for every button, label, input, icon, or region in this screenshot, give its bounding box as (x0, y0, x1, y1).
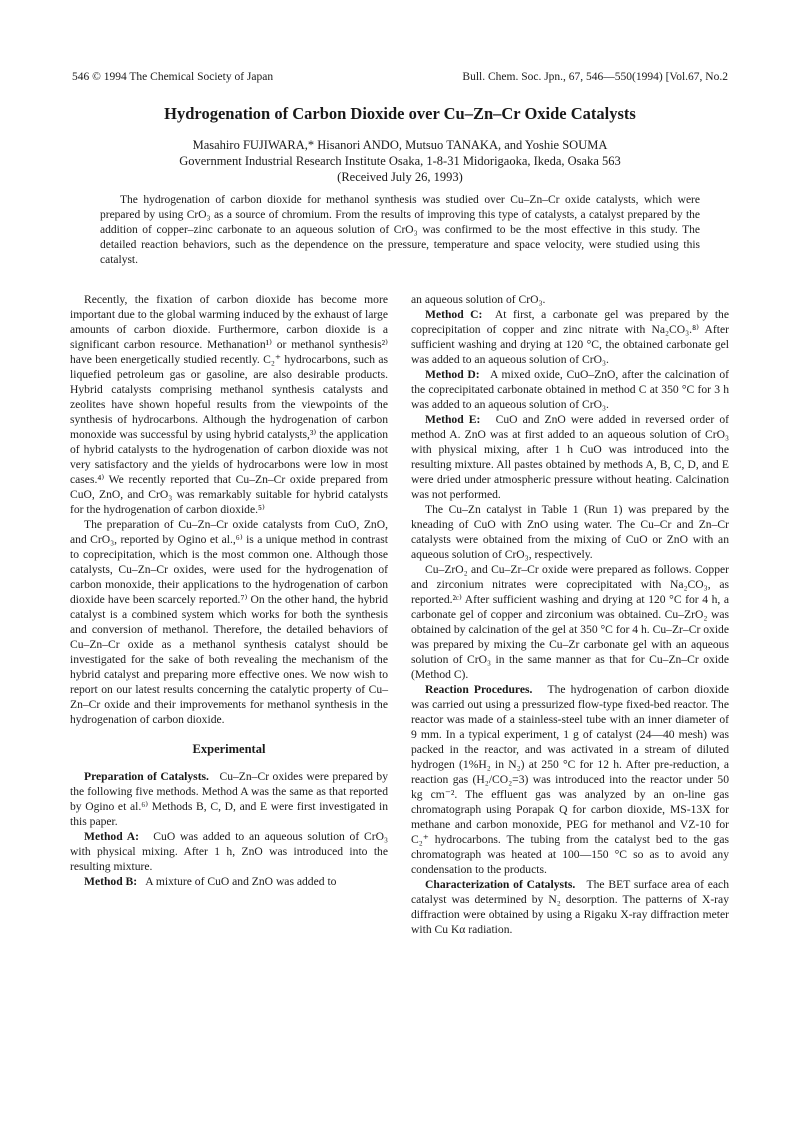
reaction-procedures-text: The hydrogenation of carbon dioxide was carried out using a pressurized flow-type fixed-bed reactor. The reactor was made of a stainless-steel tube with an inner diameter of 9 mm. In a typical experiment, 1 g of catalyst (24—40 mesh) was packed in the reactor, and was activated in a stream of diluted hydrogen (1%H₂ in N₂) at 250 °C for 12 h. After pre-reduction, a reaction gas (H₂/CO₂=3) was introduced into the reactor under 50 kg cm⁻². The effluent gas was analyzed by an on-line gas chromatograph using Porapak Q for carbon dioxide, MS-13X for methane and carbon monoxide, PEG for methanol and VZ-10 for C₂⁺ hydrocarbons. The tubing from the catalyst bed to the gas chromatograph was heated at 100—150 °C so as to avoid any condensation to the products. (411, 683, 729, 876)
preparation-label: Preparation of Catalysts. (84, 770, 209, 783)
preparation-paragraph (70, 769, 388, 829)
method-a-text: CuO was added to an aqueous solution of CrO₃ with physical mixing. After 1 h, ZnO was introduced into the resulting mixture. (70, 830, 388, 873)
left-column (70, 292, 388, 889)
running-head-right: Bull. Chem. Soc. Jpn., 67, 546—550(1994) [Vol.67, No.2 (462, 71, 728, 83)
method-a-label: Method A: (84, 830, 139, 843)
abstract: The hydrogenation of carbon dioxide for methanol synthesis was studied over Cu–Zn–Cr oxide catalysts, which were prepared by using CrO₃ as a source of chromium. From the results of improving this type of catalysts, a catalyst prepared by the addition of copper–zinc carbonate to an aqueous solution of CrO₃ was confirmed to be the most effective in this study. The detailed reaction behaviors, such as the dependence on the pressure, temperature and space velocity, were studied using this catalyst. (100, 194, 700, 266)
method-e-paragraph (411, 412, 729, 502)
running-head (72, 70, 728, 84)
method-b-continued: an aqueous solution of CrO₃. (411, 293, 546, 306)
method-c-text: At first, a carbonate gel was prepared by the coprecipitation of copper and zinc nitrate with Na₂CO₃.⁸⁾ After sufficient washing and drying at 120 °C, the obtained carbonate gel was added to an aqueous solution of CrO₃. (411, 308, 729, 366)
method-e-label: Method E: (425, 413, 481, 426)
method-e-text: CuO and ZnO were added in reversed order of method A. ZnO was at first added to an aqueous solution of CrO₃ with physical mixing, after 1 h CuO was introduced into the resulting mixture. All pastes obtained by methods A, B, C, D, and E were dried under atmospheric pressure without heating. Calcination was not performed. (411, 413, 729, 501)
method-d-paragraph (411, 367, 729, 412)
running-head-left: 546 © 1994 The Chemical Society of Japan (72, 71, 274, 83)
intro-paragraph-2: The preparation of Cu–Zn–Cr oxide catalysts from CuO, ZnO, and CrO₃, reported by Ogino et al.,⁶⁾ is a unique method in contrast to coprecipitation, which is the most common one. Although those catalysts, Cu–Zn–Cr oxides, were used for the hydrogenation of carbon monoxide, their applications to the hydrogenation of carbon dioxide have been scarcely reported.⁷⁾ On the other hand, the hybrid catalyst is a combined system which works for both the synthesis and conversion of methanol. Therefore, the detailed behaviors of Cu–Zn–Cr oxide as a methanol synthesis catalyst should be investigated for the sake of both revealing the mechanism of the hybrid catalyst and preparing more effective ones. We now wish to report on our latest results concerning the catalytic property of Cu–Zn–Cr oxide and their improvements for methanol synthesis in the hydrogenation of carbon dioxide. (70, 518, 388, 726)
method-b-text: A mixture of CuO and ZnO was added to (145, 875, 337, 888)
article-title: Hydrogenation of Carbon Dioxide over Cu–Zn–Cr Oxide Catalysts (164, 104, 636, 123)
cu-zn-catalyst-paragraph: The Cu–Zn catalyst in Table 1 (Run 1) was prepared by the kneading of CuO with ZnO using water. The Cu–Cr and Zn–Cr catalysts were obtained from the mixing of CuO or ZnO with an aqueous solution of CrO₃, respectively. (411, 503, 729, 561)
received-date: (Received July 26, 1993) (337, 170, 463, 184)
reaction-procedures-label: Reaction Procedures. (425, 683, 533, 696)
characterization-text: The BET surface area of each catalyst was determined by N₂ desorption. The patterns of X-ray diffraction were obtained by using a Rigaku X-ray diffraction meter with Cu Kα radiation. (411, 878, 729, 936)
method-c-label: Method C: (425, 308, 483, 321)
method-a-paragraph (70, 829, 388, 874)
affiliation: Government Industrial Research Institute Osaka, 1-8-31 Midorigaoka, Ikeda, Osaka 563 (179, 154, 621, 168)
method-d-label: Method D: (425, 368, 480, 381)
method-b-label: Method B: (84, 875, 138, 888)
characterization-paragraph (411, 877, 729, 937)
section-heading-experimental: Experimental (192, 742, 266, 756)
characterization-label: Characterization of Catalysts. (425, 878, 576, 891)
author-list: Masahiro FUJIWARA,* Hisanori ANDO, Mutsuo TANAKA, and Yoshie SOUMA (192, 138, 608, 152)
right-column (411, 292, 729, 937)
method-c-paragraph (411, 307, 729, 367)
reaction-procedures-paragraph (411, 682, 729, 877)
cu-zr-catalyst-paragraph: Cu–ZrO₂ and Cu–Zr–Cr oxide were prepared as follows. Copper and zirconium nitrates were coprecipitated with Na₂CO₃, as reported.²ᶜ⁾ After sufficient washing and drying at 120 °C for 4 h, a carbonate gel of copper and zirconium was obtained. Cu–ZrO₂ was obtained by calcination of the gel at 350 °C for 4 h. Cu–Zr–Cr oxide was prepared by mixing the Cu–Zr carbonate gel with an aqueous solution of CrO₃ in the same manner as that for Cu–Zn–Cr oxide (Method C). (411, 563, 729, 681)
method-d-text: A mixed oxide, CuO–ZnO, after the calcination of the coprecipitated carbonate obtained in method C at 350 °C for 3 h was added to an aqueous solution of CrO₃. (411, 368, 729, 411)
preparation-text: Cu–Zn–Cr oxides were prepared by the following five methods. Method A was the same as that reported by Ogino et al.⁶⁾ Methods B, C, D, and E were first investigated in this paper. (70, 770, 388, 828)
intro-paragraph-1: Recently, the fixation of carbon dioxide has become more important due to the global warming induced by the exhaust of large amounts of carbon dioxide. Furthermore, carbon dioxide is a significant carbon resource. Methanation¹⁾ or methanol synthesis²⁾ have been energetically studied recently. C₂⁺ hydrocarbons, such as liquefied petroleum gas or gasoline, are also desirable products. Hybrid catalysts comprising methanol synthesis catalysts and zeolites have shown hopeful results from the viewpoints of the synthesis of hydrocarbons. Although the hydrogenation of carbon monoxide was successful by using hybrid catalysts,³⁾ the application of hybrid catalysts to the hydrogenation of carbon dioxide was not very satisfactory and the yields of hydrocarbons were low in most cases.⁴⁾ We recently reported that Cu–Zn–Cr oxide prepared from CuO, ZnO, and CrO₃ was remarkably suitable for hybrid catalysts for the hydrogenation of carbon dioxide.⁵⁾ (70, 293, 388, 516)
method-b-paragraph (70, 874, 388, 889)
